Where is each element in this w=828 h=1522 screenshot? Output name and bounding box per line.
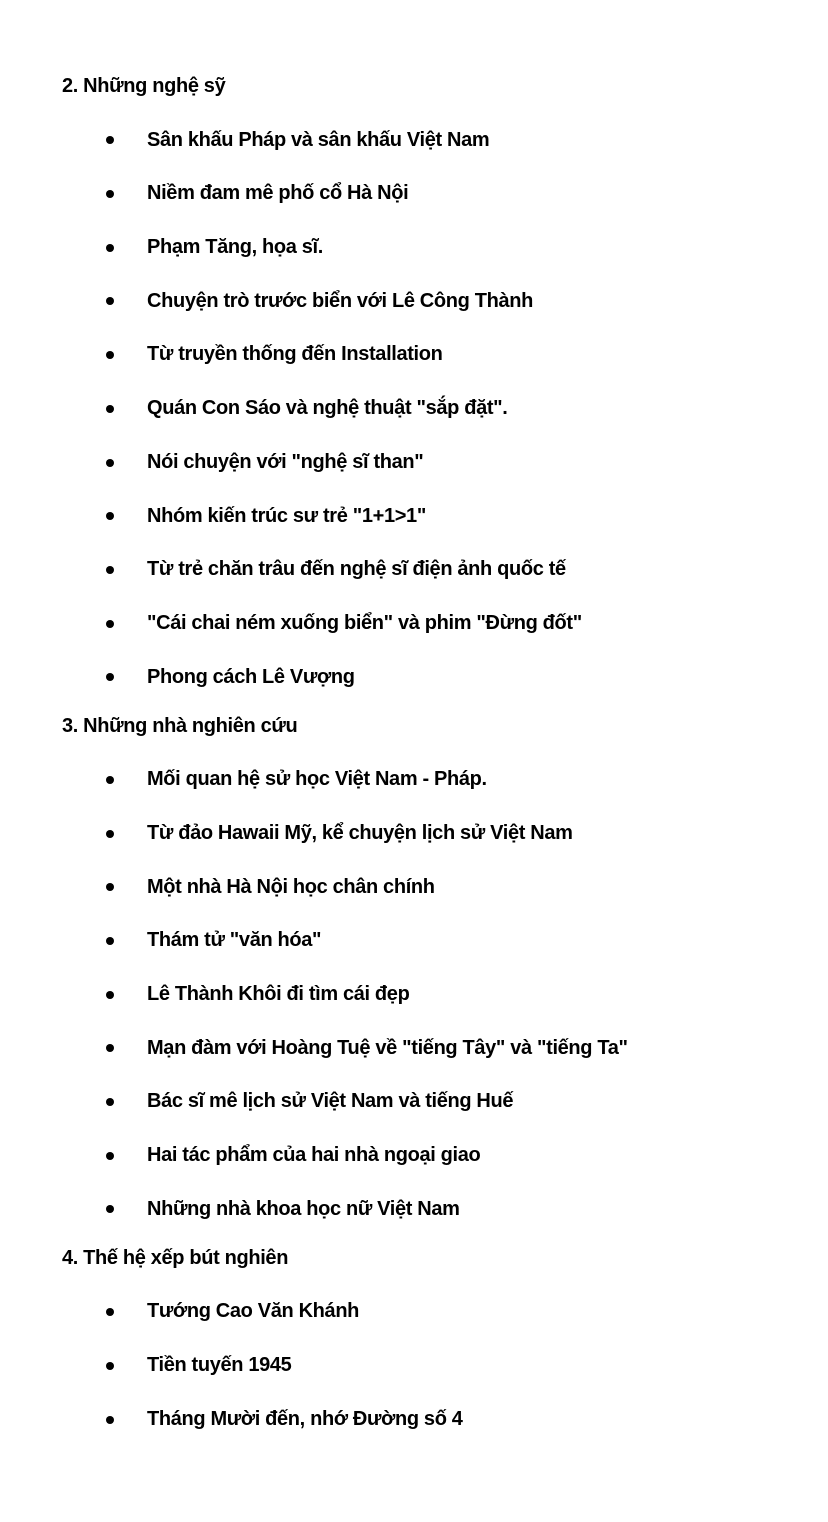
list-item [0, 861, 828, 915]
bullet-icon [104, 1393, 116, 1447]
bullet-icon [104, 651, 116, 705]
list-item [0, 275, 828, 329]
list-item [0, 968, 828, 1022]
bullet-icon [104, 968, 116, 1022]
bullet-icon [104, 914, 116, 968]
bullet-icon [104, 1339, 116, 1393]
list-item-text: Niềm đam mê phố cổ Hà Nội [147, 182, 409, 205]
list-item [0, 1075, 828, 1129]
bullet-icon [104, 382, 116, 436]
list-item-text: Phong cách Lê Vượng [147, 665, 355, 688]
list-item [0, 914, 828, 968]
list-item [0, 490, 828, 544]
section-heading: 4. Thế hệ xếp bút nghiên [62, 1246, 289, 1269]
bullet-icon [104, 753, 116, 807]
list-item [0, 1339, 828, 1393]
bullet-icon [104, 597, 116, 651]
list-item-text: Từ trẻ chăn trâu đến nghệ sĩ điện ảnh quốc tế [147, 558, 566, 581]
bullet-icon [104, 275, 116, 329]
bullet-icon [104, 328, 116, 382]
list-item [0, 114, 828, 168]
bullet-icon [104, 1183, 116, 1237]
bullet-icon [104, 1285, 116, 1339]
section [0, 700, 828, 1237]
list-item [0, 1183, 828, 1237]
list-item [0, 436, 828, 490]
list-item [0, 1129, 828, 1183]
list-item-text: Mối quan hệ sử học Việt Nam - Pháp. [147, 768, 487, 791]
bullet-icon [104, 1075, 116, 1129]
list-item-text: Mạn đàm với Hoàng Tuệ về "tiếng Tây" và "tiếng Ta" [147, 1036, 628, 1059]
list-item [0, 651, 828, 705]
section [0, 60, 828, 704]
list-item-text: Một nhà Hà Nội học chân chính [147, 875, 435, 898]
list-item-text: Lê Thành Khôi đi tìm cái đẹp [147, 983, 410, 1005]
bullet-icon [104, 436, 116, 490]
list-item-text: Phạm Tăng, họa sĩ. [147, 236, 323, 259]
list-item [0, 328, 828, 382]
section-heading: 3. Những nhà nghiên cứu [62, 714, 298, 737]
section-heading: 2. Những nghệ sỹ [62, 75, 226, 97]
bullet-icon [104, 114, 116, 168]
bullet-icon [104, 167, 116, 221]
list-item-text: Thám tử "văn hóa" [147, 929, 322, 952]
list-item-text: "Cái chai ném xuống biển" và phim "Đừng đốt" [147, 611, 582, 634]
list-item [0, 1022, 828, 1076]
list-item [0, 382, 828, 436]
list-item [0, 753, 828, 807]
list-item-text: Bác sĩ mê lịch sử Việt Nam và tiếng Huế [147, 1090, 514, 1113]
bullet-icon [104, 221, 116, 275]
section [0, 1232, 828, 1447]
list-item [0, 1285, 828, 1339]
list-item [0, 221, 828, 275]
bullet-icon [104, 861, 116, 915]
list-item-text: Tiền tuyến 1945 [147, 1354, 292, 1377]
list-item-text: Tháng Mười đến, nhớ Đường số 4 [147, 1407, 463, 1430]
list-item-text: Nhóm kiến trúc sư trẻ "1+1>1" [147, 504, 426, 527]
list-item-text: Sân khấu Pháp và sân khấu Việt Nam [147, 128, 490, 151]
list-item-text: Quán Con Sáo và nghệ thuật "sắp đặt". [147, 397, 508, 420]
document-body [0, 60, 828, 1447]
bullet-icon [104, 1129, 116, 1183]
bullet-icon [104, 1022, 116, 1076]
list-item-text: Hai tác phẩm của hai nhà ngoại giao [147, 1144, 481, 1167]
list-item-text: Từ truyền thống đến Installation [147, 343, 443, 366]
list-item [0, 1393, 828, 1447]
list-item-text: Nói chuyện với "nghệ sĩ than" [147, 450, 424, 473]
bullet-icon [104, 490, 116, 544]
list-item [0, 543, 828, 597]
bullet-icon [104, 543, 116, 597]
list-item [0, 597, 828, 651]
list-item-text: Tướng Cao Văn Khánh [147, 1300, 360, 1323]
list-item [0, 167, 828, 221]
bullet-icon [104, 807, 116, 861]
list-item-text: Những nhà khoa học nữ Việt Nam [147, 1197, 460, 1220]
list-item [0, 807, 828, 861]
list-item-text: Chuyện trò trước biển với Lê Công Thành [147, 289, 533, 312]
list-item-text: Từ đảo Hawaii Mỹ, kể chuyện lịch sử Việt Nam [147, 821, 573, 844]
